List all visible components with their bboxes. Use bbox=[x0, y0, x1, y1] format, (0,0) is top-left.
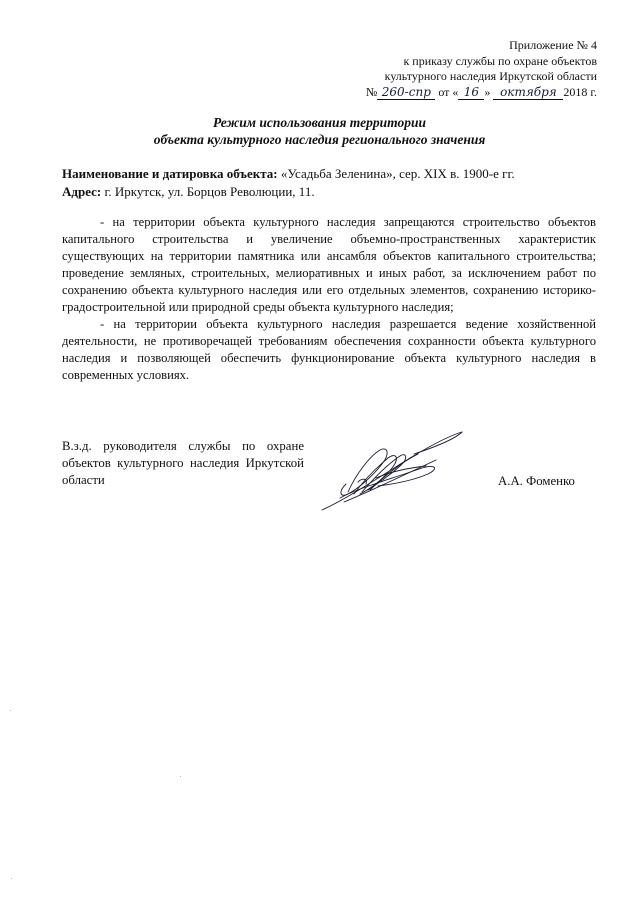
object-address-value: г. Иркутск, ул. Борцов Революции, 11. bbox=[101, 184, 315, 199]
object-name-value: «Усадьба Зеленина», сер. XIX в. 1900-е гг. bbox=[277, 166, 515, 181]
handwritten-order-number: 260-спр bbox=[377, 86, 435, 100]
scan-speck bbox=[10, 710, 11, 711]
handwritten-day: 16 bbox=[458, 86, 484, 100]
close-quote: » bbox=[484, 84, 491, 99]
title-line-1: Режим использования территории bbox=[213, 115, 426, 130]
appendix-label: Приложение № 4 bbox=[509, 38, 597, 52]
object-name-label: Наименование и датировка объекта: bbox=[62, 166, 278, 181]
object-address-row bbox=[62, 183, 602, 201]
signatory-position: В.з.д. руководителя службы по охране объектов культурного наследия Иркутской области bbox=[62, 439, 304, 487]
scan-speck bbox=[180, 776, 181, 777]
object-name-row bbox=[62, 165, 602, 183]
signature-drawing bbox=[318, 428, 468, 512]
object-info bbox=[62, 165, 602, 201]
permission-paragraph: - на территории объекта культурного наследия разрешается ведение хозяйственной деятельности, не противоречащей требованиям обеспечения сохранности объекта культурного наследия и позволяющей обеспечить функционирование объекта культурного наследия в современных условиях. bbox=[62, 317, 596, 382]
number-sign: № bbox=[365, 84, 378, 99]
object-address-label: Адрес: bbox=[62, 184, 102, 199]
regulation-text bbox=[62, 214, 596, 384]
signatory-name: А.А. Фоменко bbox=[498, 474, 575, 488]
title-line-2: объекта культурного наследия регионального значения bbox=[153, 132, 486, 147]
prohibition-paragraph: - на территории объекта культурного наследия запрещаются строительство объектов капитального строительства и увеличение объемно-пространственных характеристик существующих на территории памятника или ансамбля объектов капитального строительства; проведение земляных, строительных, мелиоративных и иных работ, за исключением работ по сохранению объекта культурного наследия или его отдельных элементов, сохранению историко-градостроительной или природной среды объекта культурного наследия; bbox=[62, 215, 596, 314]
from-word: от « bbox=[438, 84, 459, 99]
order-number-date bbox=[366, 85, 597, 101]
agency-name: культурного наследия Иркутской области bbox=[384, 69, 597, 83]
document-title bbox=[0, 114, 639, 148]
order-reference: к приказу службы по охране объектов bbox=[403, 53, 597, 68]
handwritten-month: октября bbox=[493, 86, 563, 100]
appendix-header bbox=[366, 38, 597, 100]
order-year: 2018 г. bbox=[563, 84, 597, 99]
handwritten-signature bbox=[318, 428, 468, 512]
scan-speck bbox=[11, 878, 12, 879]
